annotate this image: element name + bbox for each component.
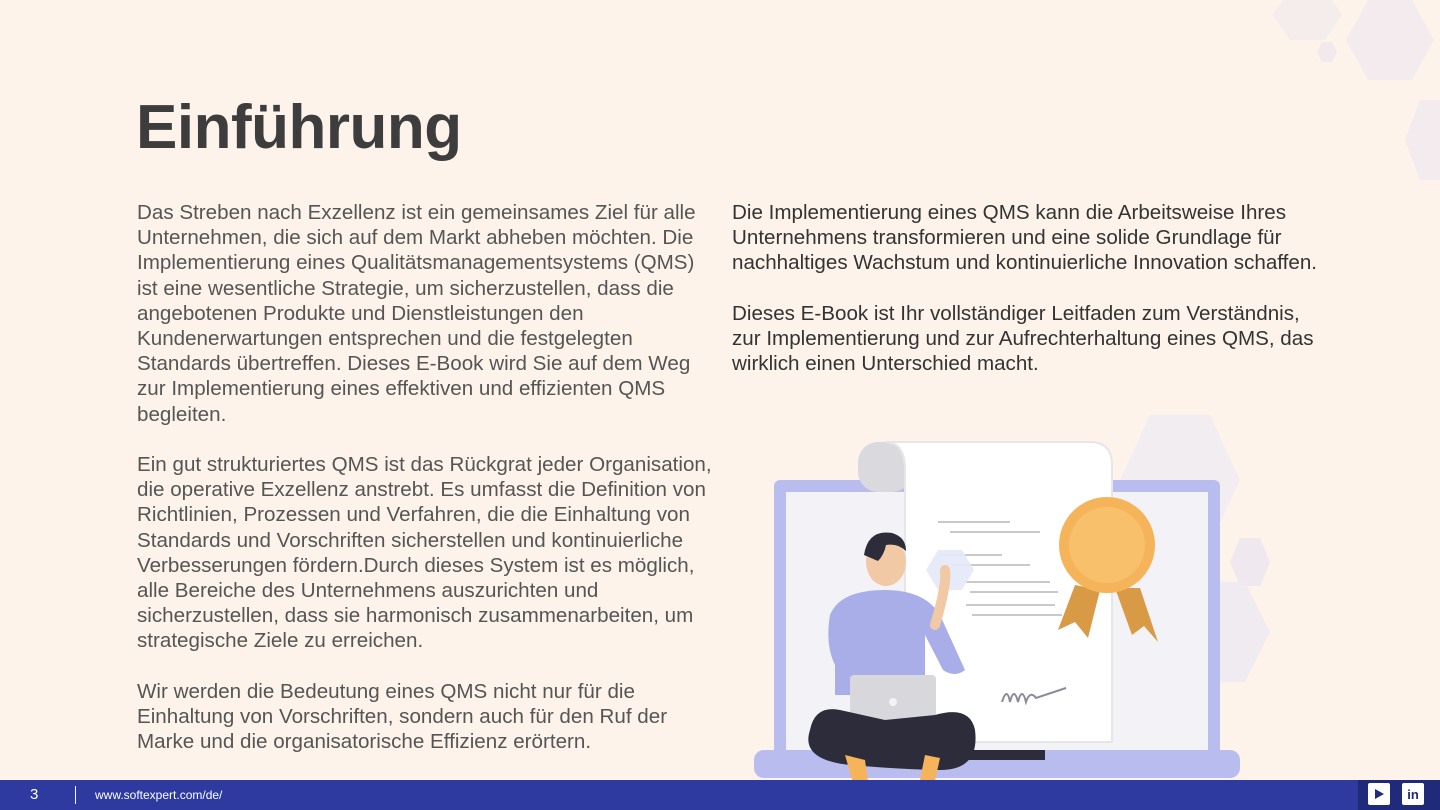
social-links	[1358, 780, 1440, 810]
youtube-icon[interactable]	[1368, 783, 1390, 805]
page-number: 3	[30, 786, 39, 803]
paragraph: Das Streben nach Exzellenz ist ein gemeinsames Ziel für alle Unternehmen, die sich auf dem Markt abheben möchten. Die Implementierung eines Qualitätsmanagementsystems (QMS) ist eine wesentliche Strategie, um sicherzustellen, dass die angebotenen Produkte und Dienstleistungen den Kundenerwartungen entsprechen und die festgelegten Standards übertreffen. Dieses E-Book wird Sie auf dem Weg zur Implementierung eines effektiven und effizienten QMS begleiten.	[137, 201, 696, 426]
page-title: Einführung	[136, 93, 462, 162]
paragraph: Die Implementierung eines QMS kann die Arbeitsweise Ihres Unternehmens transformieren und eine solide Grundlage für nachhaltiges Wachstum und kontinuierliche Innovation schaffen.	[732, 201, 1317, 275]
paragraph: Ein gut strukturiertes QMS ist das Rückgrat jeder Organisation, die operative Exzellenz anstrebt. Es umfasst die Definition von Richtlinien, Prozessen und Verfahren, die die Einhaltung von Standards und Vorschriften sicherstellen und kontinuierliche Verbesserungen fördern.Durch dieses System ist es möglich, alle Bereiche des Unternehmens auszurichten und sicherzustellen, dass sie harmonisch zusammenarbeiten, um strategische Ziele zu erreichen.	[137, 453, 712, 653]
linkedin-icon-label: in	[1407, 786, 1419, 802]
certificate-illustration	[740, 410, 1300, 810]
intro-left-column	[137, 200, 712, 780]
footer-divider	[75, 786, 76, 804]
intro-right-column	[732, 200, 1322, 402]
paragraph: Wir werden die Bedeutung eines QMS nicht nur für die Einhaltung von Vorschriften, sondern auch für den Ruf der Marke und die organisatorische Effizienz erörtern.	[137, 679, 668, 754]
footer-bar	[0, 780, 1440, 810]
decorative-hexagons	[1250, 0, 1440, 200]
paragraph: Dieses E-Book ist Ihr vollständiger Leitfaden zum Verständnis, zur Implementierung und zur Aufrechterhaltung eines QMS, das wirklich einen Unterschied macht.	[732, 301, 1314, 376]
website-link[interactable]: www.softexpert.com/de/	[95, 788, 223, 802]
linkedin-icon[interactable]	[1402, 783, 1424, 805]
